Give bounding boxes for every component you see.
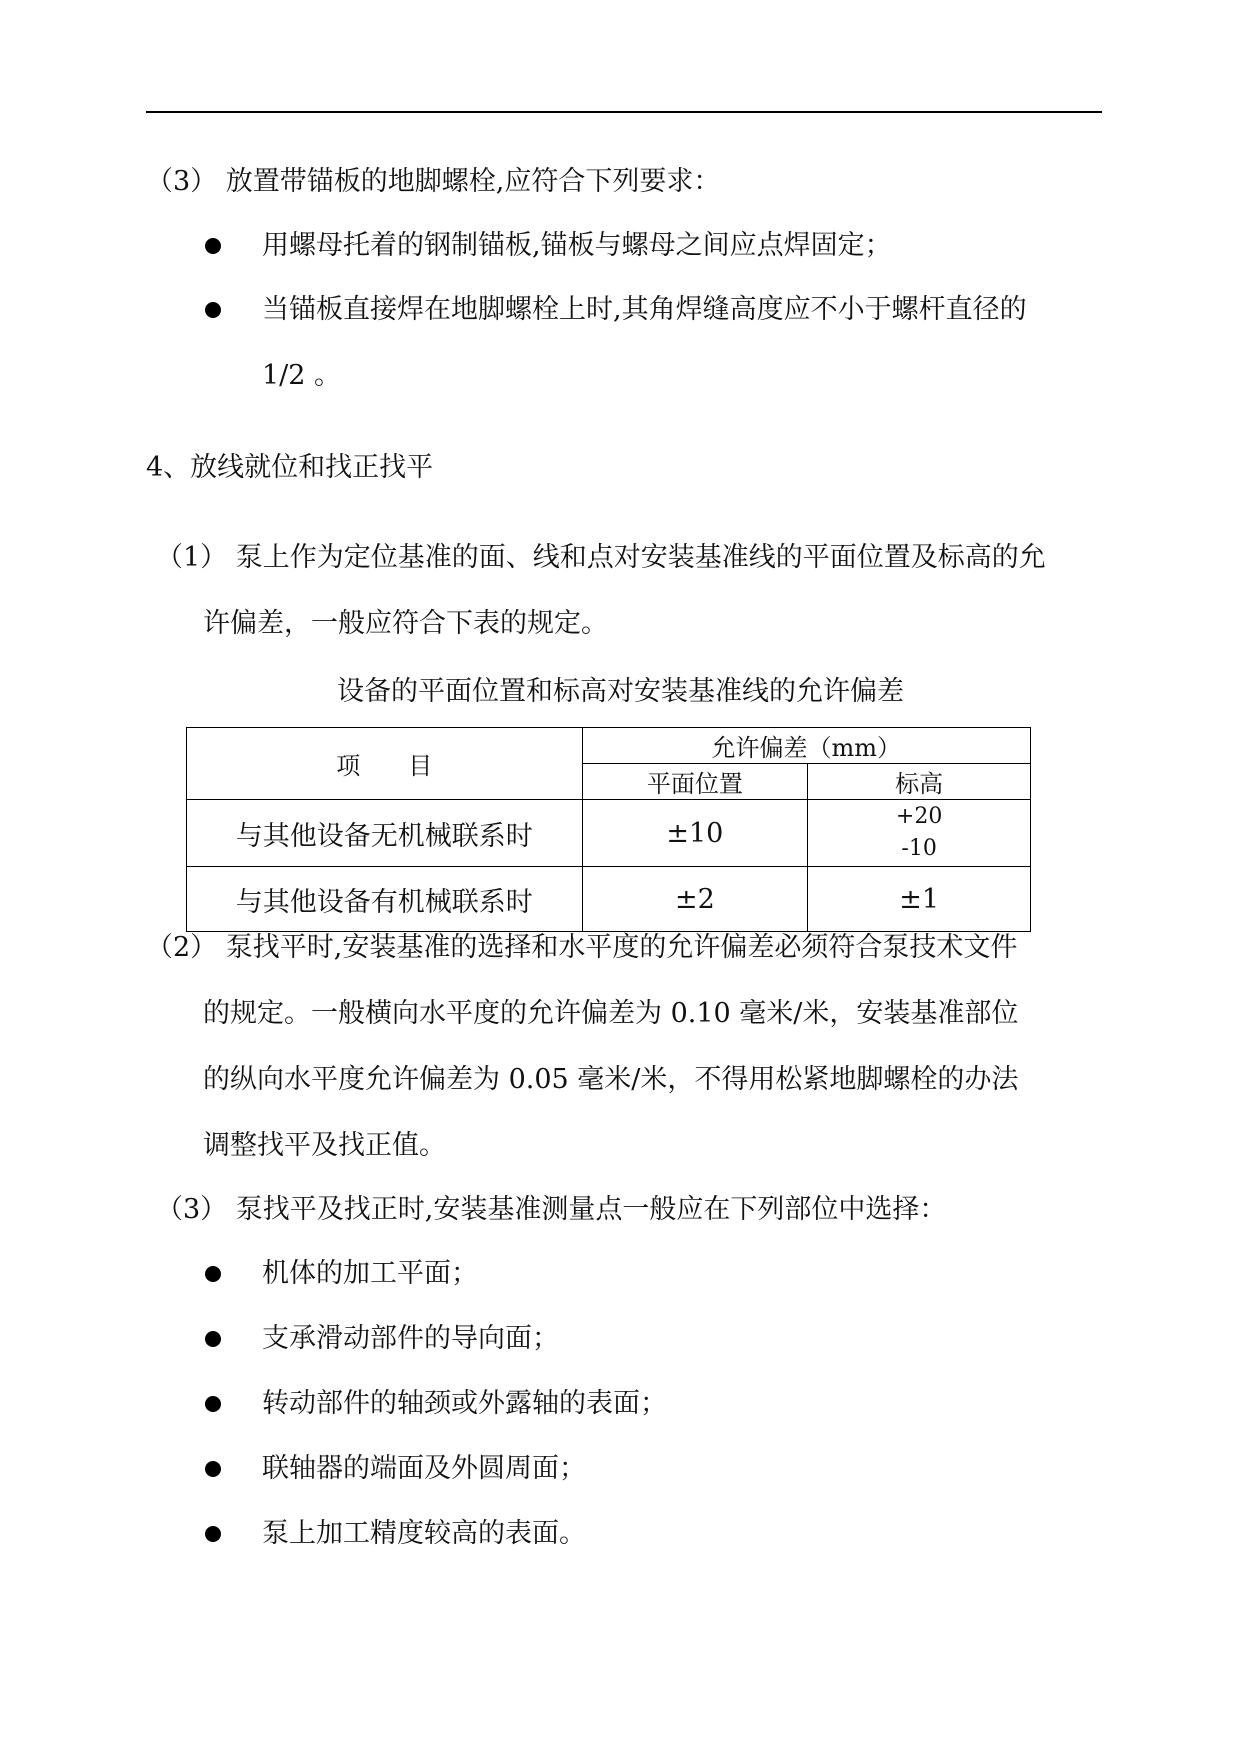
header-plane-position: 平面位置 bbox=[582, 764, 808, 800]
bullet-icon bbox=[205, 1461, 221, 1477]
row-plane-value: ±2 bbox=[582, 867, 808, 932]
header-item: 项 目 bbox=[187, 728, 583, 800]
list-item: 当锚板直接焊在地脚螺栓上时,其角焊缝高度应不小于螺杆直径的 bbox=[262, 294, 1027, 325]
header-elevation: 标高 bbox=[808, 764, 1031, 800]
list-item: 联轴器的端面及外圆周面； bbox=[262, 1453, 586, 1484]
bullet-icon bbox=[205, 1331, 221, 1347]
table-row bbox=[187, 800, 1031, 867]
row-elevation-value: ±1 bbox=[808, 867, 1031, 932]
table-row bbox=[187, 867, 1031, 932]
row-item: 与其他设备无机械联系时 bbox=[187, 800, 583, 867]
paragraph-line: 的规定。一般横向水平度的允许偏差为 0.10 毫米/米，安装基准部位 bbox=[203, 998, 1019, 1029]
paragraph-line: 许偏差，一般应符合下表的规定。 bbox=[203, 608, 608, 639]
elevation-upper: +20 bbox=[895, 804, 943, 829]
paragraph-line: 的纵向水平度允许偏差为 0.05 毫米/米，不得用松紧地脚螺栓的办法 bbox=[203, 1064, 1019, 1095]
list-item: 泵上加工精度较高的表面。 bbox=[262, 1518, 586, 1549]
table-caption: 设备的平面位置和标高对安装基准线的允许偏差 bbox=[337, 676, 904, 707]
paragraph-line: （3） 泵找平及找正时,安装基准测量点一般应在下列部位中选择： bbox=[156, 1194, 947, 1225]
section-heading: 4、放线就位和找正找平 bbox=[146, 452, 434, 483]
paragraph-line: （3） 放置带锚板的地脚螺栓,应符合下列要求： bbox=[146, 166, 721, 197]
list-item: 机体的加工平面； bbox=[262, 1258, 478, 1289]
row-elevation-value bbox=[808, 800, 1031, 867]
paragraph-line: （2） 泵找平时,安装基准的选择和水平度的允许偏差必须符合泵技术文件 bbox=[146, 932, 1018, 963]
list-item: 转动部件的轴颈或外露轴的表面； bbox=[262, 1388, 667, 1419]
bullet-icon bbox=[205, 302, 221, 318]
bullet-icon bbox=[205, 1266, 221, 1282]
bullet-icon bbox=[205, 1526, 221, 1542]
bullet-icon bbox=[205, 1396, 221, 1412]
list-item-continuation: 1/2 。 bbox=[262, 360, 342, 391]
paragraph-line: （1） 泵上作为定位基准的面、线和点对安装基准线的平面位置及标高的允 bbox=[156, 542, 1046, 573]
deviation-table bbox=[186, 727, 1031, 932]
row-item: 与其他设备有机械联系时 bbox=[187, 867, 583, 932]
list-item: 支承滑动部件的导向面； bbox=[262, 1323, 559, 1354]
elevation-lower: -10 bbox=[901, 836, 937, 861]
header-allowed-deviation: 允许偏差（mm） bbox=[582, 728, 1031, 764]
header-rule bbox=[146, 111, 1102, 113]
row-plane-value: ±10 bbox=[582, 800, 808, 867]
list-item: 用螺母托着的钢制锚板,锚板与螺母之间应点焊固定； bbox=[262, 230, 892, 261]
paragraph-line: 调整找平及找正值。 bbox=[203, 1130, 446, 1161]
bullet-icon bbox=[205, 238, 221, 254]
